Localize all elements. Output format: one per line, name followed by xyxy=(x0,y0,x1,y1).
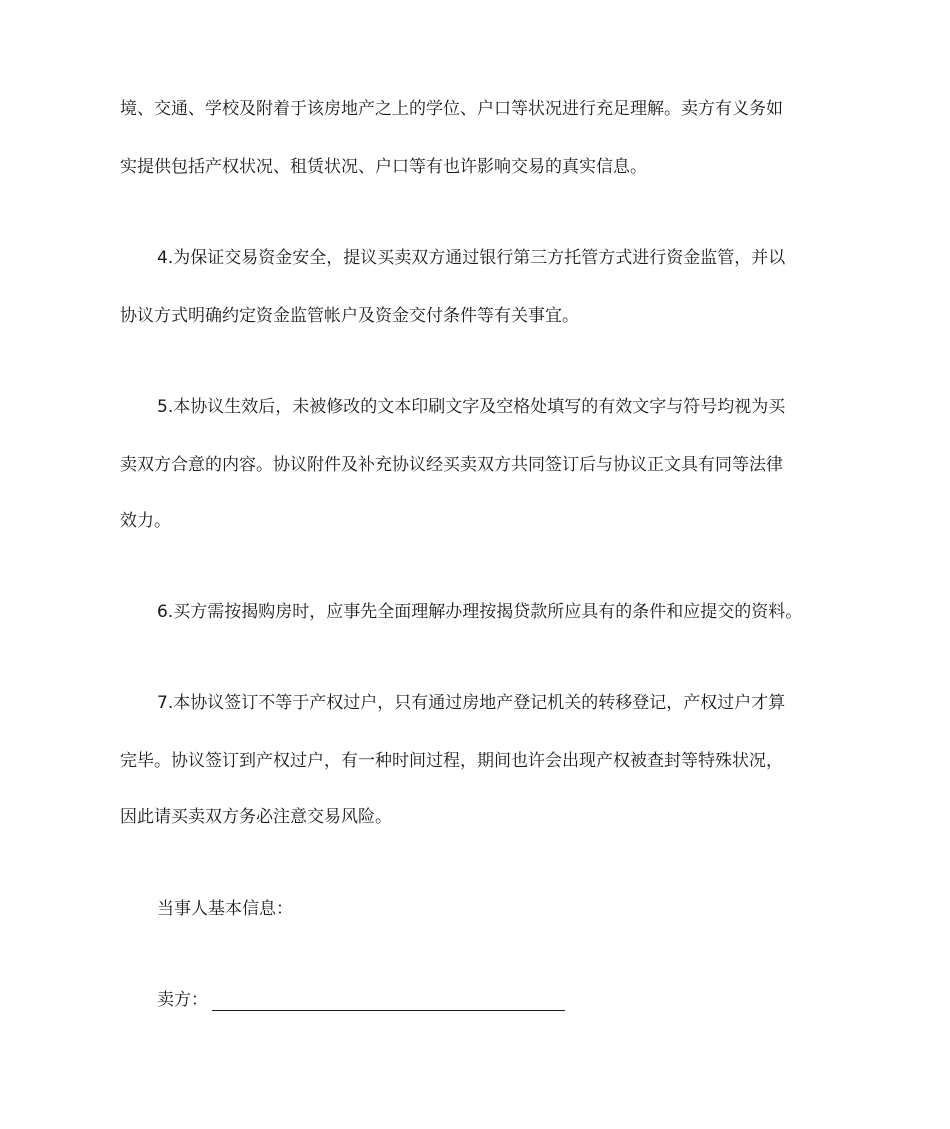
paragraph-6-line-1: 6.买方需按揭购房时，应事先全面理解办理按揭贷款所应具有的条件和应提交的资料。 xyxy=(157,602,803,622)
paragraph-7-line-3: 因此请买卖双方务必注意交易风险。 xyxy=(120,807,392,827)
paragraph-7-line-1: 7.本协议签订不等于产权过户，只有通过房地产登记机关的转移登记，产权过户才算 xyxy=(157,693,786,713)
paragraph-5-line-1: 5.本协议生效后，未被修改的文本印刷文字及空格处填写的有效文字与符号均视为买 xyxy=(157,397,786,417)
paragraph-7-line-2: 完毕。协议签订到产权过户，有一种时间过程，期间也许会出现产权被查封等特殊状况， xyxy=(120,751,783,771)
paragraph-3-continued-line-1: 境、交通、学校及附着于该房地产之上的学位、户口等状况进行充足理解。卖方有义务如 xyxy=(120,99,783,119)
paragraph-5-line-2: 卖双方合意的内容。协议附件及补充协议经买卖双方共同签订后与协议正文具有同等法律 xyxy=(120,455,783,475)
paragraph-5-line-3: 效力。 xyxy=(120,511,171,531)
paragraph-3-continued-line-2: 实提供包括产权状况、租赁状况、户口等有也许影响交易的真实信息。 xyxy=(120,157,647,177)
party-info-heading: 当事人基本信息： xyxy=(157,899,293,919)
seller-label: 卖方： xyxy=(157,990,208,1010)
paragraph-4-line-2: 协议方式明确约定资金监管帐户及资金交付条件等有关事宜。 xyxy=(120,306,579,326)
seller-blank-field xyxy=(212,993,565,1011)
seller-line xyxy=(157,989,833,1011)
paragraph-4-line-1: 4.为保证交易资金安全，提议买卖双方通过银行第三方托管方式进行资金监管，并以 xyxy=(157,248,786,268)
